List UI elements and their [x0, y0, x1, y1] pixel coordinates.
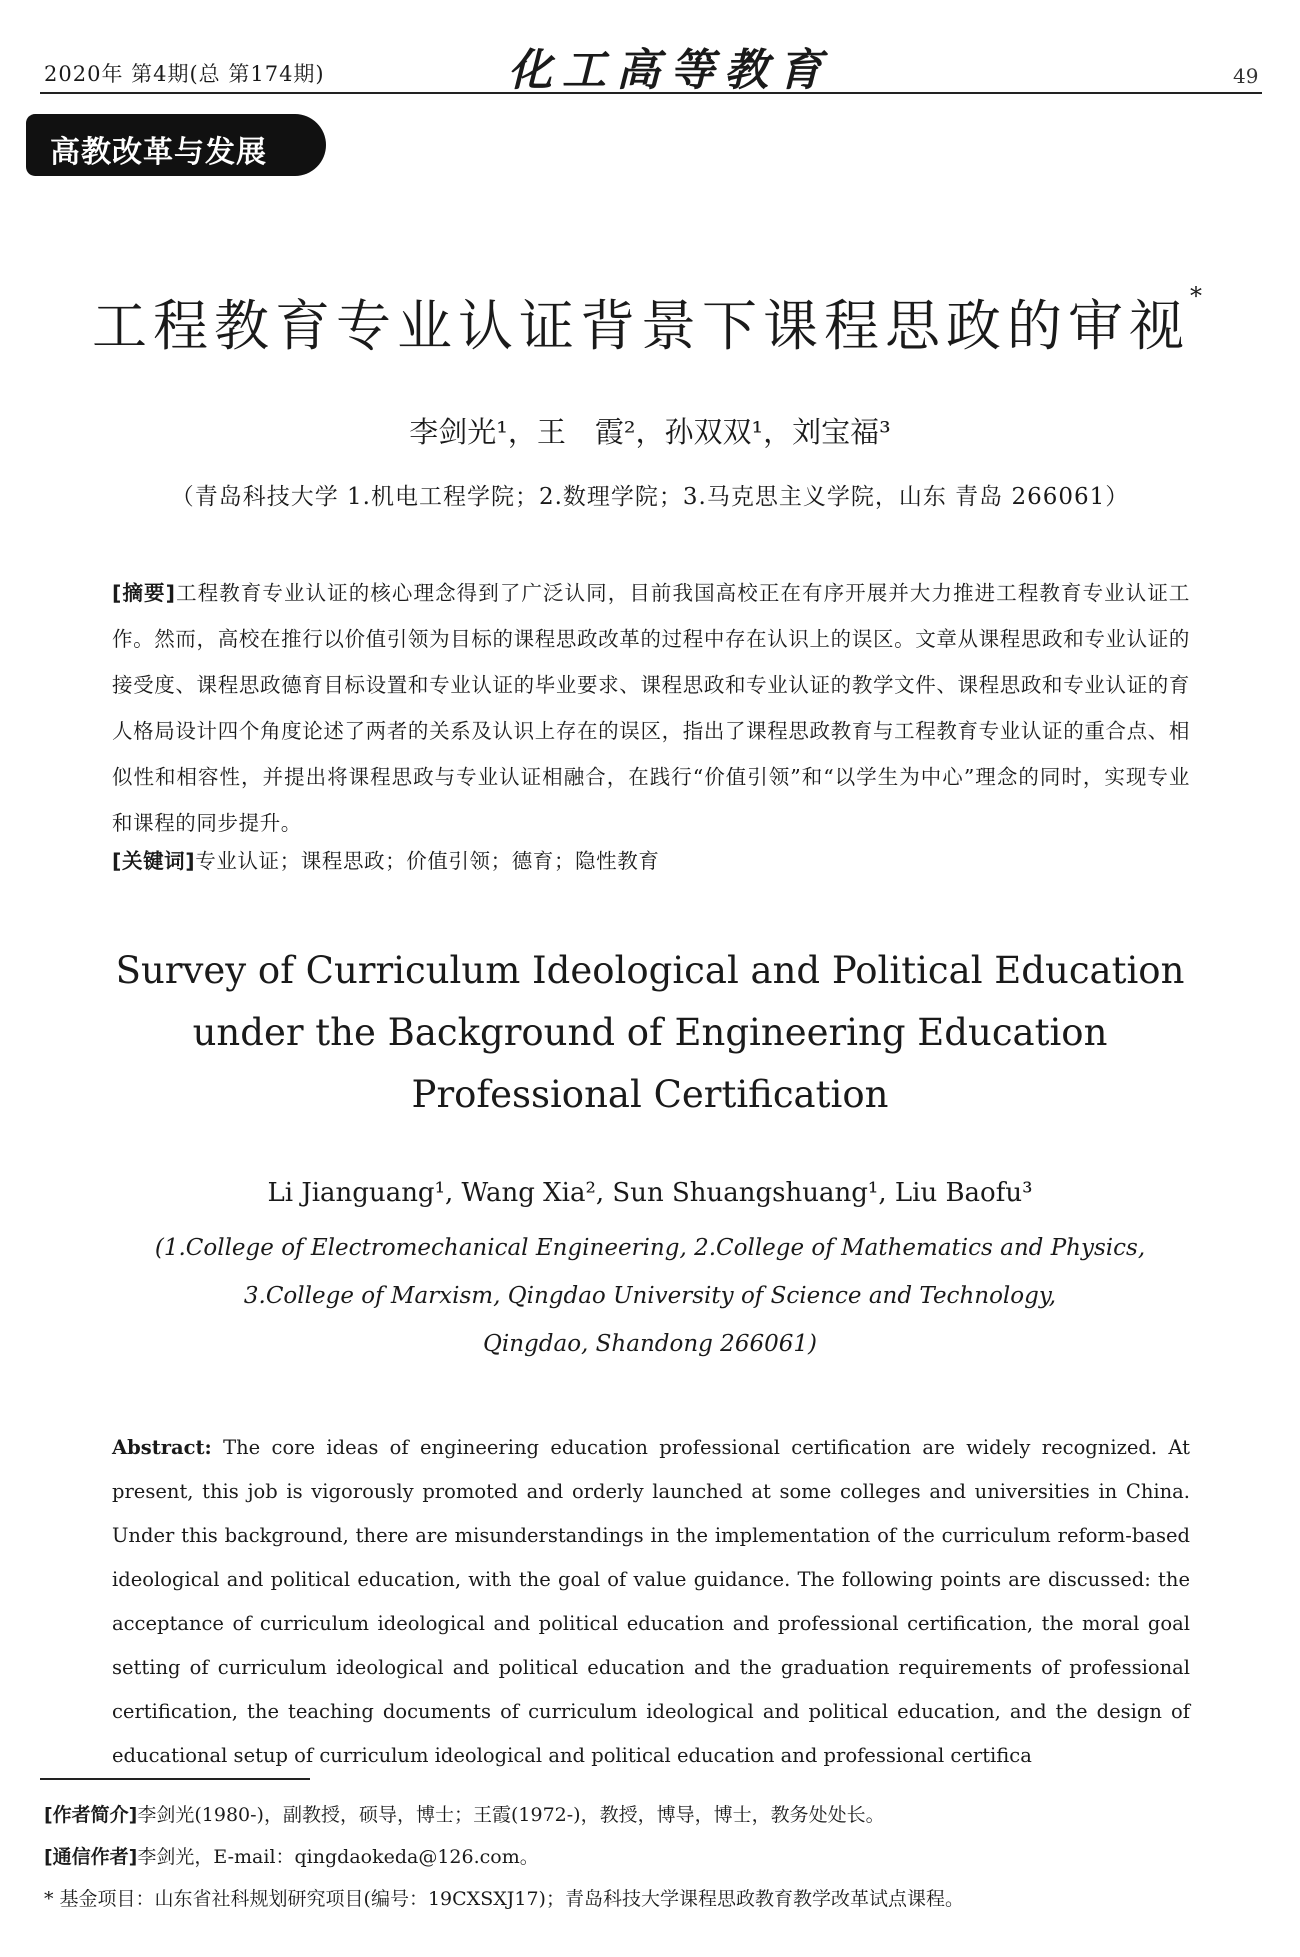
section-tab-label: 高教改革与发展: [50, 135, 267, 170]
page-number: 49: [1233, 64, 1259, 88]
footnote-author: [44, 1800, 885, 1827]
affiliation-en-line-3: Qingdao, Shandong 266061): [483, 1331, 817, 1357]
abstract-en: [112, 1426, 1190, 1778]
issue-info: 2020年 第4期(总 第174期): [44, 62, 325, 86]
header-rule: [40, 92, 1262, 94]
keywords-cn-label: [关键词]: [112, 849, 196, 873]
footnote-corr-label: [通信作者]: [44, 1846, 138, 1868]
abstract-cn-text: 工程教育专业认证的核心理念得到了广泛认同，目前我国高校正在有序开展并大力推进工程教育专业认证工作。然而，高校在推行以价值引领为目标的课程思政改革的过程中存在认识上的误区。文章从课程思政和专业认证的接受度、课程思政德育目标设置和专业认证的毕业要求、课程思政和专业认证的教学文件、课程思政和专业认证的育人格局设计四个角度论述了两者的关系及认识上存在的误区，指出了课程思政教育与工程教育专业认证的重合点、相似性和相容性，并提出将课程思政与专业认证相融合，在践行“价值引领”和“以学生为中心”理念的同时，实现专业和课程的同步提升。: [112, 581, 1190, 835]
footnote-corresponding: [44, 1842, 539, 1869]
footnote-author-text: 李剑光(1980-)，副教授，硕导，博士；王霞(1972-)，教授，博导，博士，教务处处长。: [137, 1804, 885, 1826]
title-en-line-1: Survey of Curriculum Ideological and Political Education: [115, 949, 1185, 992]
footnote-fund: * 基金项目：山东省社科规划研究项目(编号：19CXSXJ17)；青岛科技大学课程思政教育教学改革试点课程。: [44, 1888, 964, 1910]
title-en-line-2: under the Background of Engineering Education: [192, 1011, 1108, 1054]
title-cn-mark: *: [1190, 282, 1208, 310]
affiliation-en: [0, 1224, 1300, 1368]
abstract-en-text: The core ideas of engineering education professional certification are widely recognized. At present, this job is vigorously promoted and orderly launched at some colleges and universities in China. Under this background, there are misunderstandings in the implementation of the curriculum reform-based ideological and political education, with the goal of value guidance. The following points are discussed: the acceptance of curriculum ideological and political education and professional certification, the moral goal setting of curriculum ideological and political education and the graduation requirements of professional certification, the teaching documents of curriculum ideological and political education, and the design of educational setup of curriculum ideological and political education and professional certifica: [112, 1436, 1191, 1767]
authors-cn: 李剑光¹，王 霞²，孙双双¹，刘宝福³: [409, 415, 891, 449]
affiliation-cn: （青岛科技大学 1.机电工程学院；2.数理学院；3.马克思主义学院，山东 青岛 266061）: [170, 484, 1130, 510]
journal-title: 化工高等教育: [508, 45, 832, 96]
abstract-en-label: Abstract:: [112, 1436, 212, 1459]
abstract-cn-label: [摘要]: [112, 581, 176, 605]
title-cn-text: 工程教育专业认证背景下课程思政的审视: [91, 294, 1190, 358]
title-en: [0, 940, 1300, 1126]
affiliation-en-line-1: (1.College of Electromechanical Engineering, 2.College of Mathematics and Physics,: [154, 1235, 1146, 1261]
footnote-rule: [40, 1778, 310, 1780]
affiliation-en-line-2: 3.College of Marxism, Qingdao University of Science and Technology,: [243, 1283, 1057, 1309]
keywords-cn: [112, 844, 659, 874]
keywords-cn-text: 专业认证；课程思政；价值引领；德育；隐性教育: [195, 849, 660, 873]
abstract-cn: [112, 570, 1190, 846]
authors-en: Li Jianguang¹, Wang Xia², Sun Shuangshuang¹, Liu Baofu³: [267, 1178, 1033, 1208]
title-cn: [0, 282, 1300, 361]
footnote-corr-text: 李剑光，E-mail：qingdaokeda@126.com。: [137, 1846, 539, 1868]
section-tab: [26, 114, 326, 176]
title-en-line-3: Professional Certification: [411, 1073, 889, 1116]
footnote-author-label: [作者简介]: [44, 1804, 138, 1826]
